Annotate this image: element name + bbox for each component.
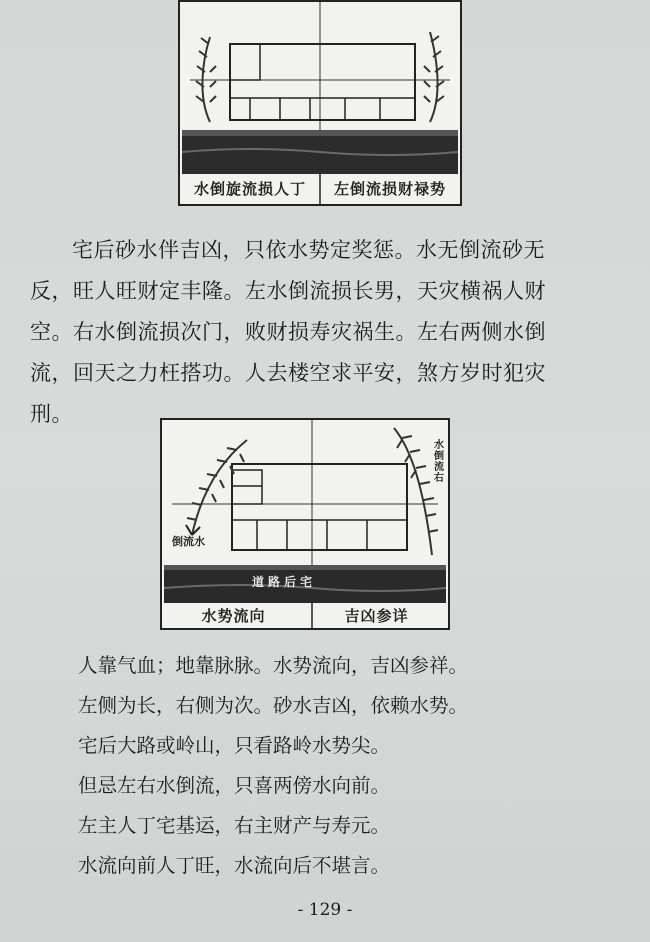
paragraph-line-2: 反，旺人旺财定丰隆。左水倒流损长男，天灾横祸人财 xyxy=(30,279,546,303)
top-figure-caption xyxy=(180,178,460,199)
verse-block xyxy=(78,646,618,886)
top-caption-right: 左倒流损财禄势 xyxy=(333,180,446,198)
paragraph-line-4: 流，回天之力枉搭功。人去楼空求平安，煞方岁时犯灾 xyxy=(30,361,546,385)
verse-line-6: 水流向前人丁旺，水流向后不堪言。 xyxy=(78,854,391,877)
paragraph-line-5: 刑。 xyxy=(30,402,73,426)
main-paragraph xyxy=(30,230,640,435)
top-diagram-drawing xyxy=(180,2,460,204)
bottom-caption-left: 水势流向 xyxy=(201,607,266,625)
verse-line-5: 左主人丁宅基运，右主财产与寿元。 xyxy=(78,814,391,837)
paragraph-line-3: 空。右水倒流损次门，败财损寿灾祸生。左右两侧水倒 xyxy=(30,320,546,344)
top-house-diagram xyxy=(178,0,462,206)
page-number: - 129 - xyxy=(297,900,353,920)
verse-line-2: 左侧为长，右侧为次。砂水吉凶，依赖水势。 xyxy=(78,694,469,717)
left-side-label: 倒流水 xyxy=(172,535,205,548)
verse-line-1: 人靠气血；地靠脉脉。水势流向，吉凶参祥。 xyxy=(78,654,469,677)
bottom-house-diagram xyxy=(160,418,450,630)
top-caption-left: 水倒旋流损人丁 xyxy=(193,180,306,198)
verse-line-4: 但忌左右水倒流，只喜两傍水向前。 xyxy=(78,774,391,797)
bottom-caption-right: 吉凶参详 xyxy=(344,607,409,625)
bottom-diagram-drawing xyxy=(162,420,448,628)
road-label: 道路后宅 xyxy=(252,575,317,589)
verse-line-3: 宅后大路或岭山，只看路岭水势尖。 xyxy=(78,734,391,757)
paragraph-line-1: 宅后砂水伴吉凶，只依水势定奖惩。水无倒流砂无 xyxy=(72,238,545,262)
bottom-figure-caption xyxy=(162,605,448,626)
right-side-label: 水倒流右 xyxy=(434,440,444,484)
